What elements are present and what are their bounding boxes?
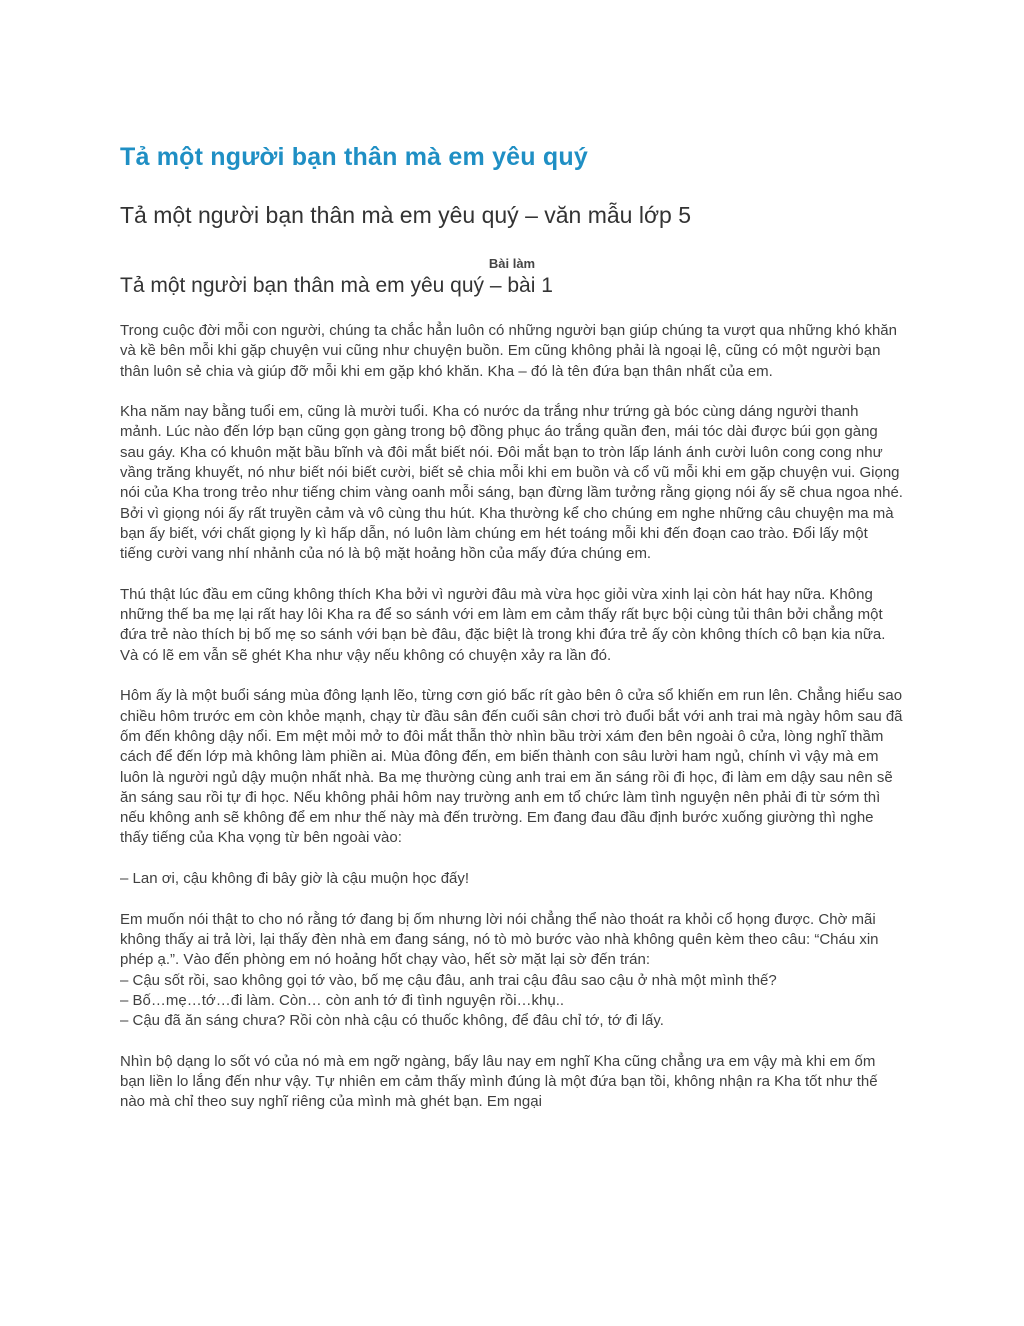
dialogue-line-2: – Bố…mẹ…tớ…đi làm. Còn… còn anh tớ đi tình nguyện rồi…khụ.. (120, 991, 565, 1009)
paragraph-intro: Trong cuộc đời mỗi con người, chúng ta chắc hẳn luôn có những người bạn giúp chúng ta vượt qua những khó khăn và kề bên mỗi khi gặp chuyện vui cũng như chuyện buồn. Em cũng không phải là ngoại lệ, cũng có một người bạn thân luôn sẻ chia và giúp đỡ mỗi khi em gặp khó khăn. Kha – đó là tên đứa bạn thân nhất của em. (120, 322, 897, 380)
paragraph-description: Kha năm nay bằng tuổi em, cũng là mười tuổi. Kha có nước da trắng như trứng gà bóc cùng dáng người thanh mảnh. Lúc nào đến lớp bạn cũng gọn gàng trong bộ đồng phục áo trắng quần đen, mái tóc dài được búi gọn gàng sau gáy. Kha có khuôn mặt bầu bĩnh và đôi mắt biết nói. Đôi mắt bạn to tròn lấp lánh ánh cười luôn cong cong như vầng trăng khuyết, nó như biết nói biết cười, biết sẻ chia mỗi khi em buồn và cổ vũ mỗi khi em gặp chuyện vui. Giọng nói của Kha trong trẻo như tiếng chim vàng oanh mỗi sáng, bạn đừng lầm tưởng rằng giọng nói ấy sẽ chua ngoa nhé. Bởi vì giọng nói ấy rất truyền cảm và vô cùng thu hút. Kha thường kể cho chúng em nghe những câu chuyện ma mà bạn ấy biết, với chất giọng ly kì hấp dẫn, nó luôn làm chúng em hét toáng mỗi khi đến đoạn cao trào. Đổi lấy một tiếng cười vang nhí nhảnh của nó là bộ mặt hoảng hồn của mấy đứa chúng em. (120, 403, 903, 563)
section-heading: Tả một người bạn thân mà em yêu quý – bài 1 (120, 274, 553, 297)
document-title: Tả một người bạn thân mà em yêu quý (120, 143, 588, 171)
document-subtitle: Tả một người bạn thân mà em yêu quý – văn mẫu lớp 5 (120, 202, 692, 228)
paragraph-dialogue-call: – Lan ơi, cậu không đi bây giờ là cậu muộn học đấy! (120, 870, 470, 888)
paragraph-sick-scene: Em muốn nói thật to cho nó rằng tớ đang bị ốm nhưng lời nói chẳng thể nào thoát ra khỏi cổ họng được. Chờ mãi không thấy ai trả lời, lại thấy đèn nhà em đang sáng, nó tò mò bước vào nhà không quên kèm theo câu: “Cháu xin phép ạ.”. Vào đến phòng em nó hoảng hốt chạy vào, hết sờ mặt lại sờ đến trán: (120, 910, 879, 969)
essay-body (120, 321, 904, 1113)
dialogue-line-3: – Cậu đã ăn sáng chưa? Rồi còn nhà cậu có thuốc không, để đâu chỉ tớ, tớ đi lấy. (120, 1012, 664, 1030)
paragraph-winter-morning: Hôm ấy là một buổi sáng mùa đông lạnh lẽo, từng cơn gió bấc rít gào bên ô cửa sổ khiến em run lên. Chẳng hiểu sao chiều hôm trước em còn khỏe mạnh, chạy từ đầu sân đến cuối sân chơi trò đuổi bắt với anh trai mà ngày hôm sau đã ốm đến không dậy nổi. Em mệt mỏi mở to đôi mắt thẫn thờ nhìn bầu trời xám đen bên ngoài ô cửa, lòng nghĩ thầm cách để đến lớp mà không làm phiền ai. Mùa đông đến, em biến thành con sâu lười ham ngủ, chính vì vậy mà em luôn là người ngủ dậy muộn nhất nhà. Ba mẹ thường cùng anh trai em ăn sáng rồi đi học, đi làm em dậy sau nên sẽ ăn sáng sau rồi tự đi học. Nếu không phải hôm nay trường anh em tổ chức làm tình nguyện nên phải đi từ sớm thì nếu không anh sẽ không để em như thế này mà đến trường. Em đang đau đầu định bước xuống giường thì nghe thấy tiếng của Kha vọng từ bên ngoài vào: (120, 687, 903, 847)
dialogue-line-1: – Cậu sốt rồi, sao không gọi tớ vào, bố mẹ cậu đâu, anh trai cậu đâu sao cậu ở nhà một mình thế? (120, 971, 777, 989)
paragraph-realization: Nhìn bộ dạng lo sốt vó của nó mà em ngỡ ngàng, bấy lâu nay em nghĩ Kha cũng chẳng ưa em vậy mà khi em ốm bạn liền lo lắng đến như vậy. Tự nhiên em cảm thấy mình đúng là một đứa bạn tồi, không nhận ra Kha tốt như thế nào mà chỉ theo suy nghĩ riêng của mình mà ghét bạn. Em ngại (120, 1052, 878, 1111)
bai-lam-label: Bài làm (488, 256, 536, 271)
paragraph-confession: Thú thật lúc đầu em cũng không thích Kha bởi vì người đâu mà vừa học giỏi vừa xinh lại còn hát hay nữa. Không những thế ba mẹ lại rất hay lôi Kha ra để so sánh với em làm em cảm thấy rất bực bội cùng tủi thân bởi chẳng một đứa trẻ nào thích bị bố mẹ so sánh với bạn bè đâu, đặc biệt là trong khi đứa trẻ ấy còn không thích cô bạn kia nữa. Và có lẽ em vẫn sẽ ghét Kha như vậy nếu không có chuyện xảy ra lần đó. (120, 585, 886, 664)
